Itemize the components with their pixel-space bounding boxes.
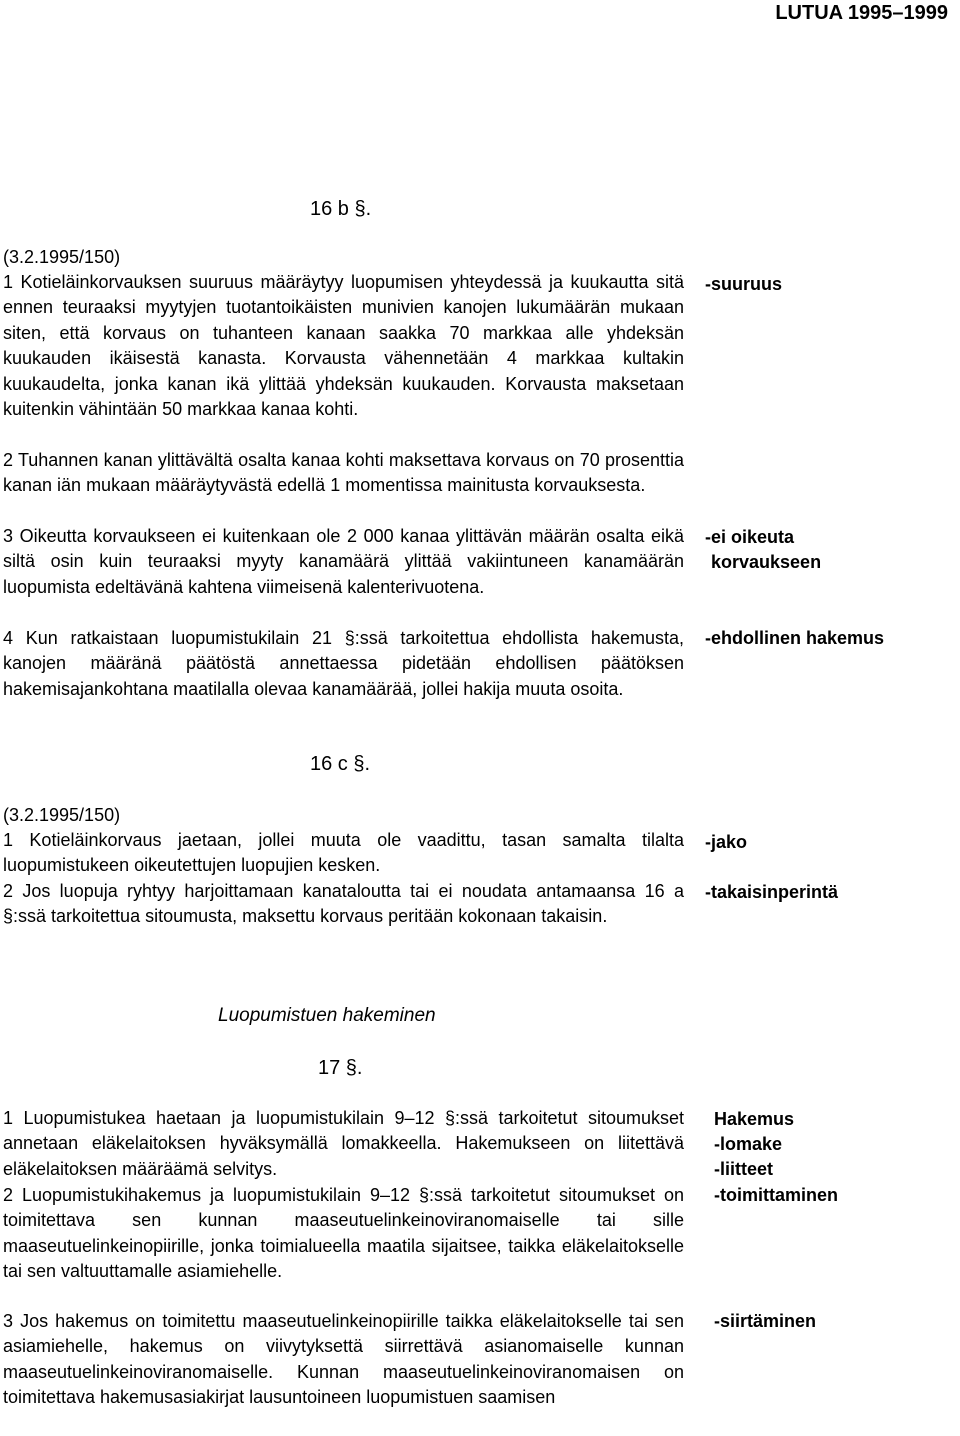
section-title: 17 §. <box>318 1057 363 1079</box>
margin-note: -ehdollinen hakemus <box>705 628 885 648</box>
margin-note: -suuruus <box>705 274 783 294</box>
paragraph-number: 1 <box>3 830 14 850</box>
chapter-heading: Luopumistuen hakeminen <box>218 1005 436 1026</box>
margin-note: -lomake <box>714 1134 783 1154</box>
margin-note: -ei oikeuta <box>705 527 795 547</box>
paragraph-text: Kun ratkaistaan luopumistukilain 21 §:ssä tarkoitettua ehdollista hakemusta, kanojen määränä päätöstä annettaessa pidetään ehdollisen päätöksen hakemisajankohtana maatilalla olevaa kanamäärää, jollei hakija muuta osoita. <box>3 628 684 699</box>
amendment-ref: (3.2.1995/150) <box>3 805 121 825</box>
paragraph-number: 2 <box>3 881 14 901</box>
paragraph-text: Luopumistukea haetaan ja luopumistukilain 9–12 §:ssä tarkoitetut sitoumukset annetaan eläkelaitoksen hyväksymällä lomakkeella. Hakemukseen on liitettävä eläkelaitoksen määräämä selvitys. <box>3 1108 684 1179</box>
section-title: 16 c §. <box>310 753 371 775</box>
paragraph <box>3 1309 684 1411</box>
paragraph-number: 2 <box>3 450 14 470</box>
paragraph <box>3 524 684 600</box>
paragraph <box>3 1183 684 1285</box>
paragraph-number: 1 <box>3 272 14 292</box>
paragraph-text: Jos hakemus on toimitettu maaseutuelinkeinopiirille taikka eläkelaitokselle tai sen asiamiehelle, hakemus on viivytyksettä siirrettävä asianomaiselle kunnan maaseutuelinkeinoviranomaiselle. Kunnan maaseutuelinkeinoviranomaisen on toimitettava hakemusasiakirjat lausuntoineen luopumistuen saamisen <box>3 1311 684 1408</box>
paragraph <box>3 270 684 422</box>
amendment-ref: (3.2.1995/150) <box>3 247 121 267</box>
margin-note: Hakemus <box>714 1109 795 1129</box>
paragraph-number: 3 <box>3 526 14 546</box>
paragraph-text: Oikeutta korvaukseen ei kuitenkaan ole 2 000 kanaa ylittävän määrän osalta eikä siltä osin kuin teuraaksi myyty kanamäärä ylittää vakiintuneen kanamäärän luopumista edeltävänä kahtena viimeisenä kalenterivuotena. <box>3 526 684 597</box>
margin-note: -takaisinperintä <box>705 882 839 902</box>
paragraph <box>3 828 684 879</box>
paragraph-text: Kotieläinkorvaus jaetaan, jollei muuta ole vaadittu, tasan samalta tilalta luopumistukeen oikeutettujen luopujien kesken. <box>3 830 684 876</box>
section-title: 16 b §. <box>310 198 372 220</box>
paragraph-text: Luopumistukihakemus ja luopumistukilain 9–12 §:ssä tarkoitetut sitoumukset on toimitettava sen kunnan maaseutuelinkeinoviranomaiselle tai sille maaseutuelinkeinopiirille, jonka toimialueella maatila sijaitsee, taikka eläkelaitokselle tai sen valtuuttamalle asiamiehelle. <box>3 1185 684 1282</box>
paragraph <box>3 1106 684 1182</box>
paragraph <box>3 626 684 702</box>
margin-note: -toimittaminen <box>714 1185 838 1205</box>
paragraph <box>3 879 684 930</box>
page-header: LUTUA 1995–1999 <box>775 2 948 24</box>
margin-note: -liitteet <box>714 1159 774 1179</box>
margin-note: -jako <box>705 832 748 852</box>
paragraph-text: Jos luopuja ryhtyy harjoittamaan kanataloutta tai ei noudata antamaansa 16 a §:ssä tarkoitettua sitoumusta, maksettu korvaus peritään kokonaan takaisin. <box>3 881 684 927</box>
margin-note: korvaukseen <box>711 552 822 572</box>
paragraph-number: 3 <box>3 1311 14 1331</box>
margin-note: -siirtäminen <box>714 1311 817 1331</box>
paragraph-number: 4 <box>3 628 14 648</box>
paragraph-text: Tuhannen kanan ylittävältä osalta kanaa kohti maksettava korvaus on 70 prosenttia kanan iän mukaan määräytyvästä edellä 1 momentissa mainitusta korvauksesta. <box>3 450 684 496</box>
paragraph-number: 1 <box>3 1108 14 1128</box>
paragraph-text: Kotieläinkorvauksen suuruus määräytyy luopumisen yhteydessä ja kuukautta sitä ennen teuraaksi myytyjen tuotantoikäisten munivien kanojen lukumäärän mukaan siten, että korvaus on tuhanteen kanaan saakka 70 markkaa alle yhdeksän kuukauden ikäisestä kanasta. Korvausta vähennetään 4 markkaa kultakin kuukaudelta, jonka kanan ikä ylittää yhdeksän kuukauden. Korvausta maksetaan kuitenkin vähintään 50 markkaa kanaa kohti. <box>3 272 684 420</box>
paragraph <box>3 448 684 499</box>
paragraph-number: 2 <box>3 1185 14 1205</box>
